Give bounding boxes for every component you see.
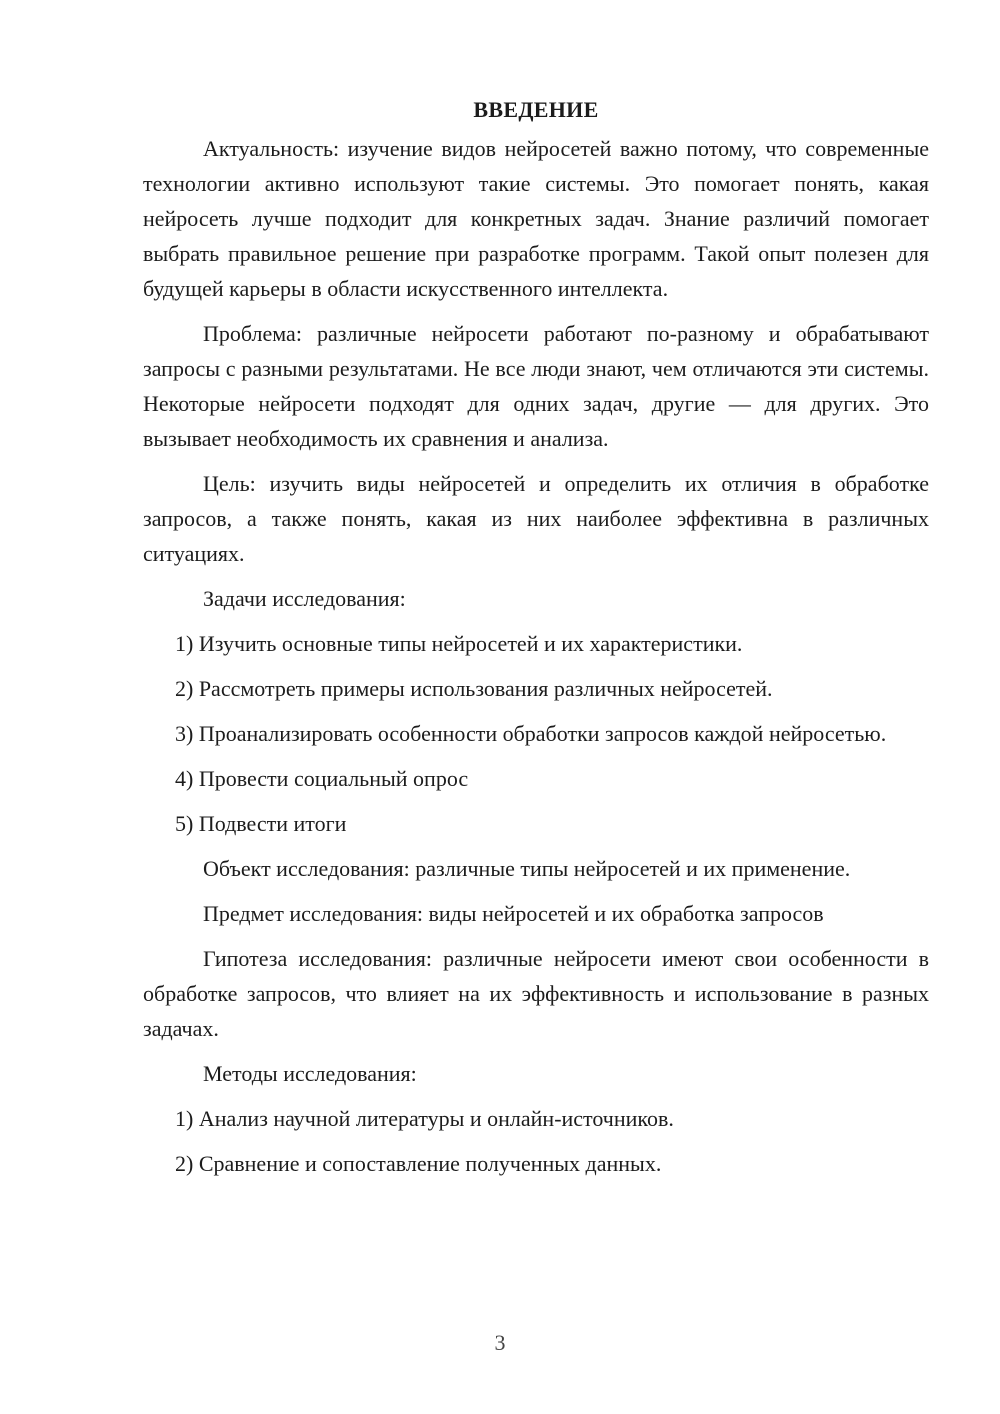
hypothesis-paragraph: Гипотеза исследования: различные нейросети имеют свои особенности в обработке запросов, что влияет на их эффективность и использование в разных задачах. [143,946,929,1041]
problem-paragraph: Проблема: различные нейросети работают по-разному и обрабатывают запросы с разными результатами. Не все люди знают, чем отличаются эти системы. Некоторые нейросети подходят для одних задач, другие — для других. Это вызывает необходимость их сравнения и анализа. [143,321,929,451]
task-item: 2) Рассмотреть примеры использования различных нейросетей. [175,676,773,701]
task-item: 5) Подвести итоги [175,811,347,836]
goal-paragraph: Цель: изучить виды нейросетей и определить их отличия в обработке запросов, а также понять, какая из них наиболее эффективна в различных ситуациях. [143,471,929,566]
method-item: 1) Анализ научной литературы и онлайн-источников. [175,1106,674,1131]
methods-title: Методы исследования: [203,1061,417,1086]
method-item: 2) Сравнение и сопоставление полученных данных. [175,1151,662,1176]
subject-paragraph: Предмет исследования: виды нейросетей и их обработка запросов [203,901,824,926]
task-item: 4) Провести социальный опрос [175,766,469,791]
task-item: 1) Изучить основные типы нейросетей и их характеристики. [175,631,743,656]
section-heading: ВВЕДЕНИЕ [473,97,599,122]
task-item: 3) Проанализировать особенности обработки запросов каждой нейросетью. [175,721,887,746]
document-page [143,92,929,1191]
page-number: 3 [494,1330,506,1355]
tasks-title: Задачи исследования: [203,586,406,611]
object-paragraph: Объект исследования: различные типы нейросетей и их применение. [203,856,851,881]
relevance-paragraph: Актуальность: изучение видов нейросетей важно потому, что современные технологии активно используют такие системы. Это помогает понять, какая нейросеть лучше подходит для конкретных задач. Знание различий помогает выбрать правильное решение при разработке программ. Такой опыт полезен для будущей карьеры в области искусственного интеллекта. [143,136,929,301]
